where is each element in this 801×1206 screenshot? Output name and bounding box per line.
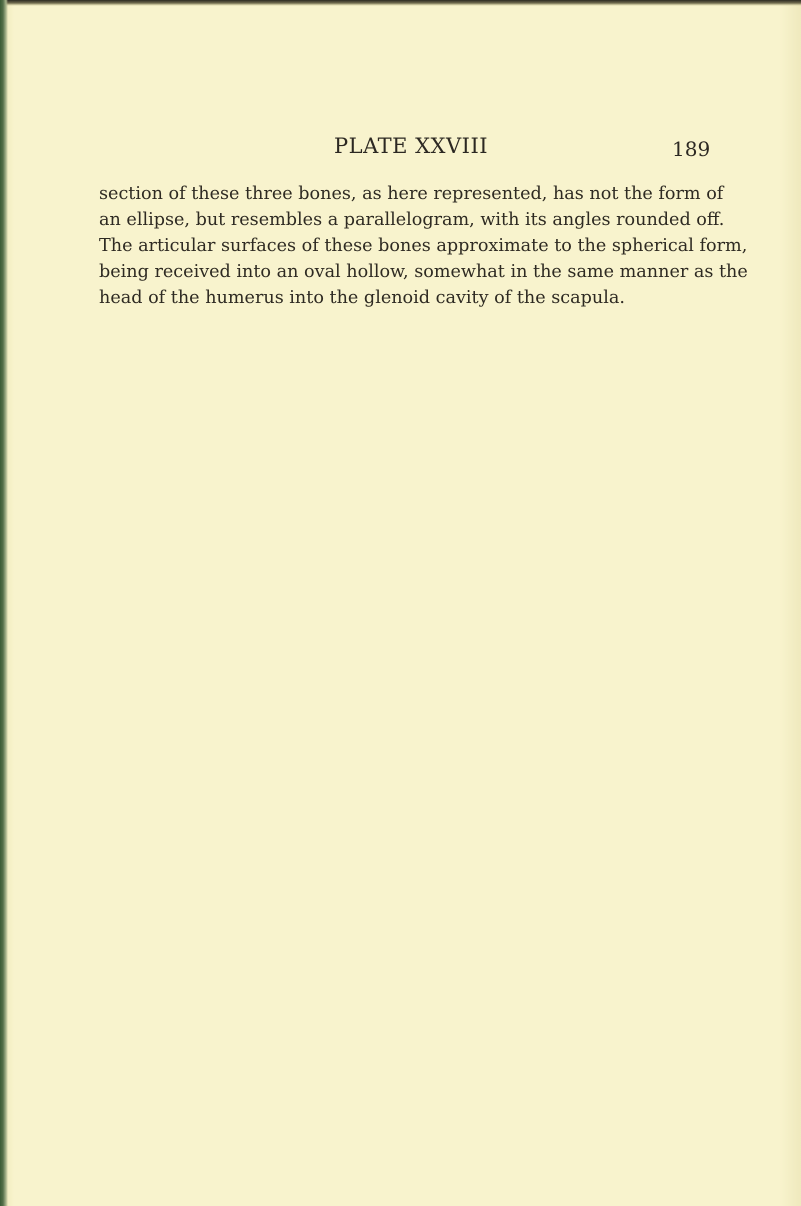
text-line: section of these three bones, as here represented, has not the form of: [99, 184, 724, 204]
text-line: an ellipse, but resembles a parallelogram, with its angles rounded off.: [99, 210, 725, 230]
text-line: head of the humerus into the glenoid cavity of the scapula.: [99, 288, 625, 308]
page-number: 189: [672, 137, 711, 161]
text-line: The articular surfaces of these bones approximate to the spherical form,: [99, 236, 748, 256]
plate-title: PLATE XXVIII: [334, 134, 489, 158]
text-line: being received into an oval hollow, somewhat in the same manner as the: [99, 262, 748, 282]
body-paragraph: [99, 181, 748, 311]
page-binding-edge: [0, 0, 8, 1206]
page-top-edge: [0, 0, 801, 6]
running-head: [0, 134, 801, 160]
